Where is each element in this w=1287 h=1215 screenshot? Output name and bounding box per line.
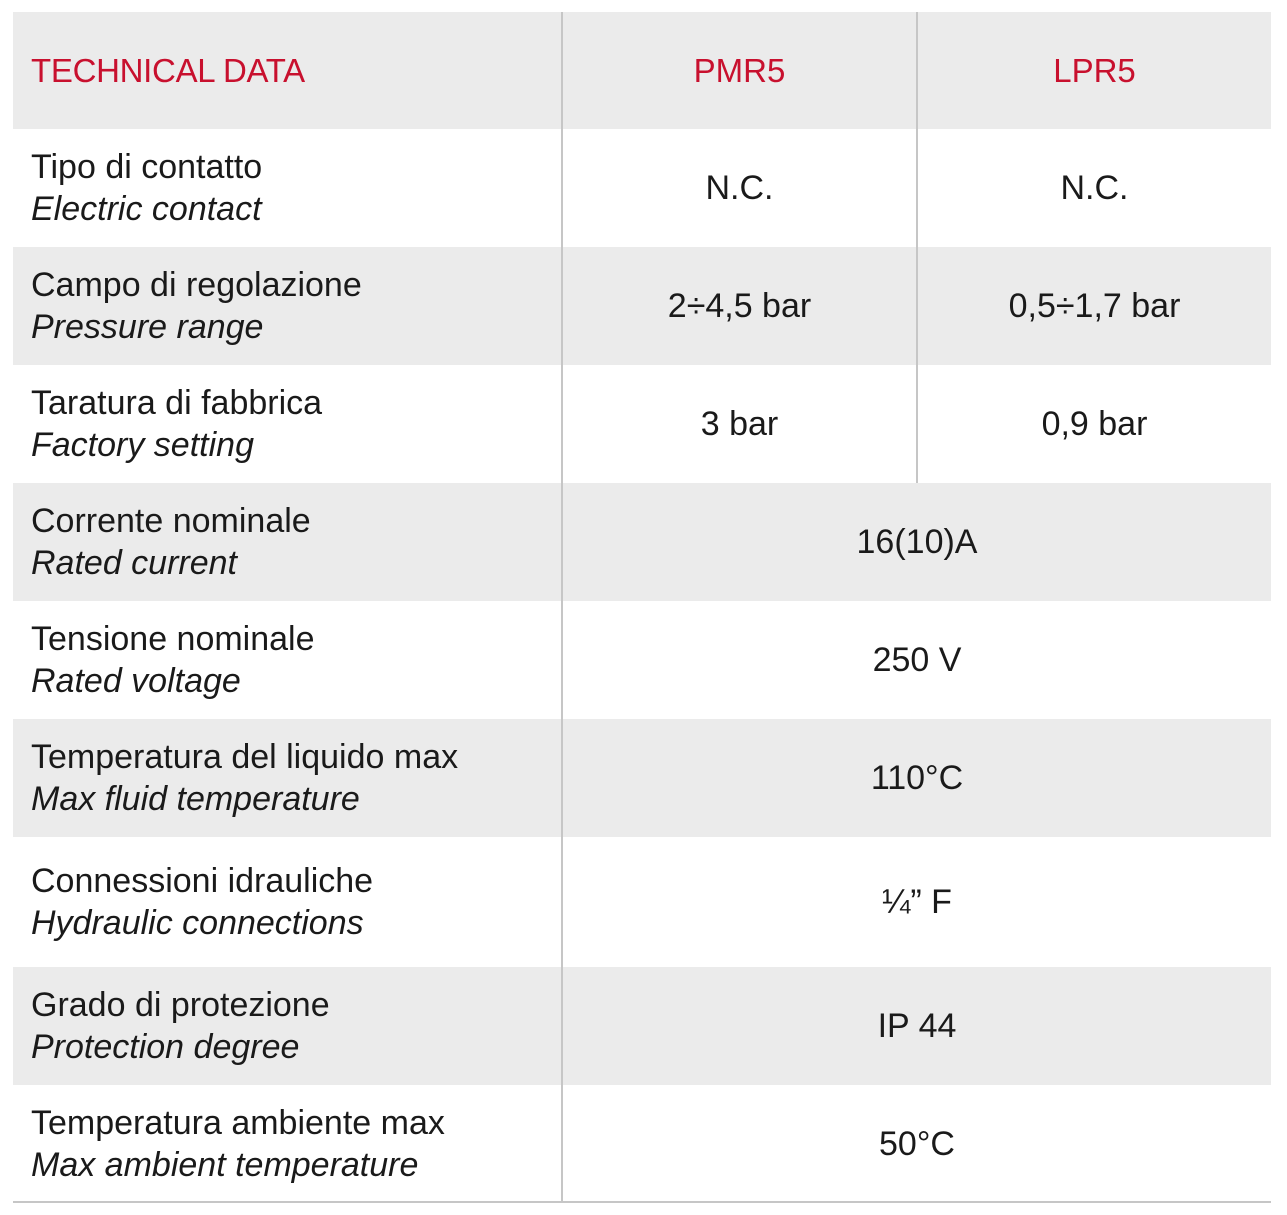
technical-data-table (13, 12, 1271, 1203)
model-header-pmr5: PMR5 (562, 12, 917, 129)
parameter-label-en: Protection degree (31, 1028, 300, 1066)
table-row (13, 837, 1271, 967)
parameter-label-en: Rated current (31, 544, 237, 582)
parameter-label-it: Connessioni idrauliche (31, 862, 374, 900)
parameter-label-it: Tipo di contatto (31, 148, 263, 186)
model-header-lpr5: LPR5 (917, 12, 1271, 129)
parameter-label-it: Temperatura del liquido max (31, 738, 459, 776)
value-cell-pmr5: 3 bar (562, 365, 917, 483)
bottom-divider (13, 1201, 1271, 1203)
parameter-label-en: Electric contact (31, 190, 262, 228)
parameter-label-it: Tensione nominale (31, 620, 315, 658)
parameter-cell (13, 967, 562, 1085)
value-cell-shared: 16(10)A (562, 483, 1271, 601)
parameter-label-it: Campo di regolazione (31, 266, 362, 304)
parameter-label-it: Corrente nominale (31, 502, 311, 540)
parameter-cell (13, 1085, 562, 1203)
parameter-label-en: Max fluid temperature (31, 780, 360, 818)
parameter-cell (13, 129, 562, 247)
parameter-label-en: Rated voltage (31, 662, 241, 700)
table-row (13, 483, 1271, 601)
table-row (13, 365, 1271, 483)
table-row (13, 1085, 1271, 1203)
value-cell-lpr5: 0,9 bar (917, 365, 1271, 483)
table-row (13, 967, 1271, 1085)
table-row (13, 601, 1271, 719)
parameter-label-en: Pressure range (31, 308, 264, 346)
parameter-cell (13, 247, 562, 365)
value-cell-shared: 110°C (562, 719, 1271, 837)
value-cell-shared: IP 44 (562, 967, 1271, 1085)
parameter-cell (13, 365, 562, 483)
parameter-label-en: Hydraulic connections (31, 904, 364, 942)
technical-data-heading: TECHNICAL DATA (13, 12, 562, 129)
value-cell-shared: 50°C (562, 1085, 1271, 1203)
table-row (13, 719, 1271, 837)
parameter-label-en: Max ambient temperature (31, 1146, 419, 1184)
parameter-cell (13, 483, 562, 601)
value-cell-pmr5: N.C. (562, 129, 917, 247)
parameter-cell (13, 837, 562, 967)
parameter-label-it: Temperatura ambiente max (31, 1104, 445, 1142)
table-row (13, 247, 1271, 365)
table-row (13, 129, 1271, 247)
value-cell-lpr5: 0,5÷1,7 bar (917, 247, 1271, 365)
value-cell-pmr5: 2÷4,5 bar (562, 247, 917, 365)
parameter-label-it: Taratura di fabbrica (31, 384, 323, 422)
parameter-cell (13, 601, 562, 719)
parameter-label-it: Grado di protezione (31, 986, 330, 1024)
value-cell-lpr5: N.C. (917, 129, 1271, 247)
parameter-cell (13, 719, 562, 837)
value-cell-shared: ¼” F (562, 837, 1271, 967)
table-header-row (13, 12, 1271, 129)
value-cell-shared: 250 V (562, 601, 1271, 719)
parameter-label-en: Factory setting (31, 426, 254, 464)
